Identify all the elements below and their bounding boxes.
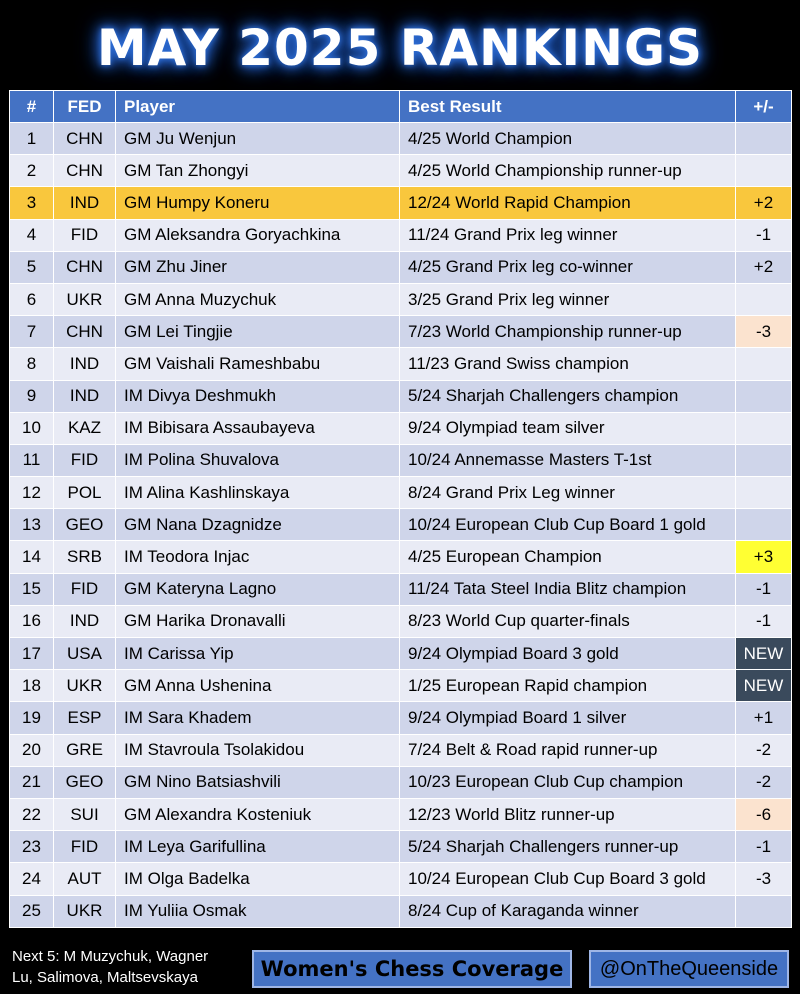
next-five-line-2: Lu, Salimova, Maltsevskaya	[12, 969, 198, 986]
best-result-cell: 11/24 Tata Steel India Blitz champion	[400, 573, 736, 605]
best-result-cell: 9/24 Olympiad Board 3 gold	[400, 638, 736, 670]
rank-cell: 24	[10, 863, 54, 895]
brand-badge: Women's Chess Coverage	[252, 950, 572, 988]
rank-cell: 4	[10, 219, 54, 251]
federation-cell: SRB	[54, 541, 116, 573]
federation-cell: POL	[54, 477, 116, 509]
best-result-cell: 5/24 Sharjah Challengers runner-up	[400, 831, 736, 863]
change-cell: +2	[736, 251, 792, 283]
change-cell	[736, 477, 792, 509]
change-cell: NEW	[736, 638, 792, 670]
change-cell: NEW	[736, 670, 792, 702]
player-cell: GM Vaishali Rameshbabu	[116, 348, 400, 380]
table-row	[10, 251, 792, 283]
change-cell: +1	[736, 702, 792, 734]
change-cell	[736, 509, 792, 541]
table-row	[10, 283, 792, 315]
federation-cell: IND	[54, 605, 116, 637]
rank-cell: 25	[10, 895, 54, 927]
change-cell	[736, 412, 792, 444]
federation-cell: IND	[54, 348, 116, 380]
best-result-cell: 1/25 European Rapid champion	[400, 670, 736, 702]
federation-cell: CHN	[54, 123, 116, 155]
rank-cell: 15	[10, 573, 54, 605]
best-result-cell: 8/24 Cup of Karaganda winner	[400, 895, 736, 927]
best-result-cell: 10/24 European Club Cup Board 3 gold	[400, 863, 736, 895]
player-cell: GM Ju Wenjun	[116, 123, 400, 155]
table-row	[10, 348, 792, 380]
player-cell: GM Tan Zhongyi	[116, 155, 400, 187]
federation-cell: KAZ	[54, 412, 116, 444]
change-cell: +3	[736, 541, 792, 573]
rank-cell: 10	[10, 412, 54, 444]
column-header-fed: FED	[54, 91, 116, 123]
table-row	[10, 863, 792, 895]
best-result-cell: 4/25 Grand Prix leg co-winner	[400, 251, 736, 283]
player-cell: IM Divya Deshmukh	[116, 380, 400, 412]
player-cell: IM Teodora Injac	[116, 541, 400, 573]
best-result-cell: 4/25 World Champion	[400, 123, 736, 155]
rank-cell: 7	[10, 316, 54, 348]
federation-cell: USA	[54, 638, 116, 670]
table-row	[10, 831, 792, 863]
table-row	[10, 573, 792, 605]
player-cell: GM Aleksandra Goryachkina	[116, 219, 400, 251]
best-result-cell: 9/24 Olympiad team silver	[400, 412, 736, 444]
player-cell: GM Kateryna Lagno	[116, 573, 400, 605]
rank-cell: 2	[10, 155, 54, 187]
best-result-cell: 12/24 World Rapid Champion	[400, 187, 736, 219]
change-cell: -6	[736, 798, 792, 830]
federation-cell: SUI	[54, 798, 116, 830]
column-header-change: +/-	[736, 91, 792, 123]
table-row	[10, 670, 792, 702]
table-row	[10, 155, 792, 187]
page-title: MAY 2025 RANKINGS	[96, 19, 704, 77]
rank-cell: 13	[10, 509, 54, 541]
best-result-cell: 9/24 Olympiad Board 1 silver	[400, 702, 736, 734]
change-cell: -2	[736, 734, 792, 766]
federation-cell: AUT	[54, 863, 116, 895]
player-cell: GM Nino Batsiashvili	[116, 766, 400, 798]
federation-cell: FID	[54, 219, 116, 251]
federation-cell: ESP	[54, 702, 116, 734]
table-row	[10, 541, 792, 573]
handle-badge: @OnTheQueenside	[589, 950, 789, 988]
rank-cell: 20	[10, 734, 54, 766]
federation-cell: GRE	[54, 734, 116, 766]
federation-cell: UKR	[54, 283, 116, 315]
rank-cell: 6	[10, 283, 54, 315]
player-cell: IM Sara Khadem	[116, 702, 400, 734]
change-cell: -2	[736, 766, 792, 798]
rank-cell: 16	[10, 605, 54, 637]
table-row	[10, 509, 792, 541]
player-cell: GM Alexandra Kosteniuk	[116, 798, 400, 830]
table-row	[10, 798, 792, 830]
federation-cell: FID	[54, 573, 116, 605]
next-five-line-1: Next 5: M Muzychuk, Wagner	[12, 948, 209, 965]
player-cell: IM Polina Shuvalova	[116, 444, 400, 476]
player-cell: GM Humpy Koneru	[116, 187, 400, 219]
column-header-rank: #	[10, 91, 54, 123]
table-row	[10, 123, 792, 155]
player-cell: GM Anna Muzychuk	[116, 283, 400, 315]
best-result-cell: 10/23 European Club Cup champion	[400, 766, 736, 798]
player-cell: IM Bibisara Assaubayeva	[116, 412, 400, 444]
change-cell: -1	[736, 831, 792, 863]
federation-cell: IND	[54, 380, 116, 412]
player-cell: GM Lei Tingjie	[116, 316, 400, 348]
table-row	[10, 187, 792, 219]
table-row	[10, 316, 792, 348]
player-cell: IM Yuliia Osmak	[116, 895, 400, 927]
best-result-cell: 3/25 Grand Prix leg winner	[400, 283, 736, 315]
best-result-cell: 10/24 Annemasse Masters T-1st	[400, 444, 736, 476]
table-row	[10, 734, 792, 766]
best-result-cell: 10/24 European Club Cup Board 1 gold	[400, 509, 736, 541]
federation-cell: GEO	[54, 509, 116, 541]
federation-cell: UKR	[54, 670, 116, 702]
table-row	[10, 605, 792, 637]
best-result-cell: 11/24 Grand Prix leg winner	[400, 219, 736, 251]
player-cell: IM Carissa Yip	[116, 638, 400, 670]
rank-cell: 23	[10, 831, 54, 863]
change-cell	[736, 348, 792, 380]
change-cell	[736, 380, 792, 412]
column-header-player: Player	[116, 91, 400, 123]
change-cell	[736, 895, 792, 927]
change-cell: -1	[736, 219, 792, 251]
next-five-note	[12, 946, 252, 988]
player-cell: GM Nana Dzagnidze	[116, 509, 400, 541]
change-cell: -1	[736, 605, 792, 637]
federation-cell: FID	[54, 444, 116, 476]
table-row	[10, 702, 792, 734]
change-cell: -1	[736, 573, 792, 605]
player-cell: IM Alina Kashlinskaya	[116, 477, 400, 509]
change-cell: -3	[736, 316, 792, 348]
column-header-result: Best Result	[400, 91, 736, 123]
rank-cell: 9	[10, 380, 54, 412]
table-row	[10, 766, 792, 798]
table-header-row	[10, 91, 792, 123]
best-result-cell: 8/24 Grand Prix Leg winner	[400, 477, 736, 509]
best-result-cell: 8/23 World Cup quarter-finals	[400, 605, 736, 637]
change-cell	[736, 283, 792, 315]
change-cell: -3	[736, 863, 792, 895]
table-row	[10, 412, 792, 444]
player-cell: IM Leya Garifullina	[116, 831, 400, 863]
player-cell: GM Anna Ushenina	[116, 670, 400, 702]
federation-cell: CHN	[54, 155, 116, 187]
table-row	[10, 219, 792, 251]
rank-cell: 8	[10, 348, 54, 380]
rank-cell: 19	[10, 702, 54, 734]
rank-cell: 11	[10, 444, 54, 476]
table-row	[10, 895, 792, 927]
rank-cell: 14	[10, 541, 54, 573]
best-result-cell: 5/24 Sharjah Challengers champion	[400, 380, 736, 412]
table-row	[10, 380, 792, 412]
federation-cell: GEO	[54, 766, 116, 798]
player-cell: IM Stavroula Tsolakidou	[116, 734, 400, 766]
best-result-cell: 12/23 World Blitz runner-up	[400, 798, 736, 830]
best-result-cell: 4/25 European Champion	[400, 541, 736, 573]
best-result-cell: 4/25 World Championship runner-up	[400, 155, 736, 187]
best-result-cell: 7/24 Belt & Road rapid runner-up	[400, 734, 736, 766]
table-row	[10, 477, 792, 509]
federation-cell: CHN	[54, 316, 116, 348]
table-row	[10, 444, 792, 476]
rank-cell: 12	[10, 477, 54, 509]
rankings-table	[9, 90, 792, 928]
federation-cell: UKR	[54, 895, 116, 927]
change-cell: +2	[736, 187, 792, 219]
rank-cell: 21	[10, 766, 54, 798]
player-cell: GM Harika Dronavalli	[116, 605, 400, 637]
change-cell	[736, 444, 792, 476]
rank-cell: 5	[10, 251, 54, 283]
best-result-cell: 7/23 World Championship runner-up	[400, 316, 736, 348]
change-cell	[736, 123, 792, 155]
rank-cell: 17	[10, 638, 54, 670]
player-cell: GM Zhu Jiner	[116, 251, 400, 283]
rank-cell: 1	[10, 123, 54, 155]
federation-cell: IND	[54, 187, 116, 219]
player-cell: IM Olga Badelka	[116, 863, 400, 895]
federation-cell: FID	[54, 831, 116, 863]
table-row	[10, 638, 792, 670]
federation-cell: CHN	[54, 251, 116, 283]
rank-cell: 18	[10, 670, 54, 702]
change-cell	[736, 155, 792, 187]
best-result-cell: 11/23 Grand Swiss champion	[400, 348, 736, 380]
rank-cell: 22	[10, 798, 54, 830]
rank-cell: 3	[10, 187, 54, 219]
